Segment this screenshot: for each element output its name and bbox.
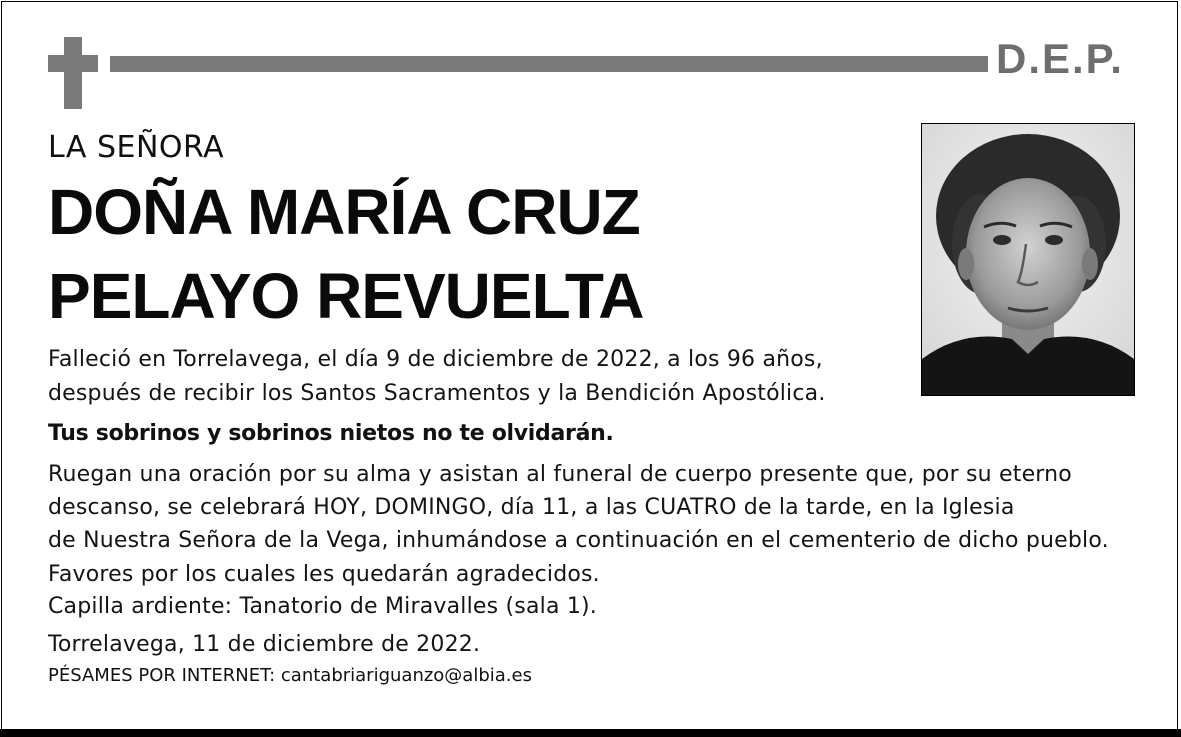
funeral-line: Favores por los cuales les quedarán agradecidos. [48,562,600,587]
portrait-photo [921,123,1135,396]
intro-title: LA SEÑORA [48,130,225,165]
death-info-line1: Falleció en Torrelavega, el día 9 de diciembre de 2022, a los 96 años, [48,347,823,372]
family-message: Tus sobrinos y sobrinos nietos no te olvidarán. [48,421,614,446]
deceased-name-line1: DOÑA MARÍA CRUZ [48,176,640,248]
death-info-line2: después de recibir los Santos Sacramentos y la Bendición Apostólica. [48,381,826,406]
bottom-rule [0,729,1181,737]
dep-label: D.E.P. [996,35,1124,82]
funeral-line: de Nuestra Señora de la Vega, inhumándose a continuación en el cementerio de dicho pueblo. [48,528,1109,553]
funeral-line: Ruegan una oración por su alma y asistan al funeral de cuerpo presente que, por su eterno [48,462,1072,487]
cross-icon [48,37,98,109]
funeral-line: Capilla ardiente: Tanatorio de Miravalles (sala 1). [48,594,597,619]
header-rule [110,56,988,72]
place-date: Torrelavega, 11 de diciembre de 2022. [48,632,481,657]
funeral-line: descanso, se celebrará HOY, DOMINGO, día 11, a las CUATRO de la tarde, en la Iglesia [48,495,1015,520]
deceased-name-line2: PELAYO REVUELTA [48,260,644,332]
condolences-line: PÉSAMES POR INTERNET: cantabriariguanzo@albia.es [48,665,532,686]
